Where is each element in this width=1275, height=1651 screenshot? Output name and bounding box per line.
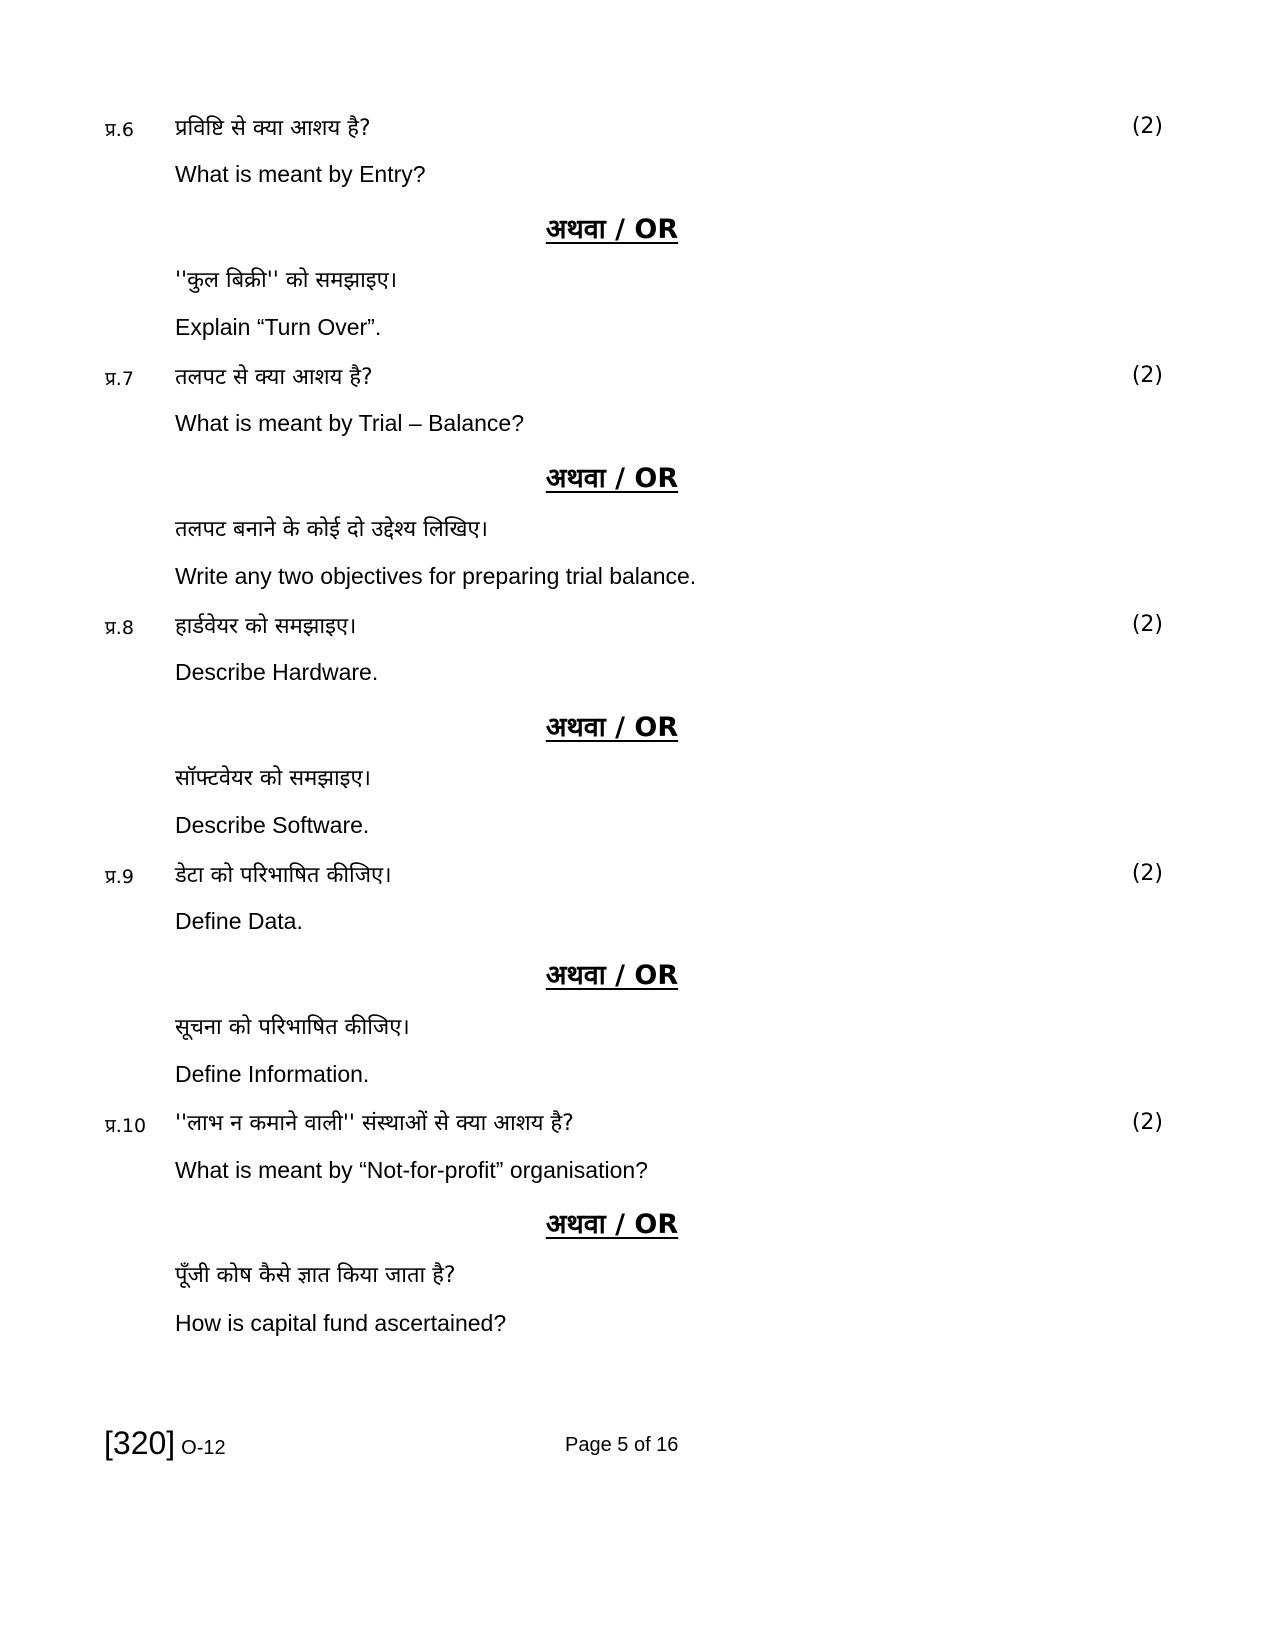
- question-english: What is meant by “Not-for-profit” organisation?: [175, 1157, 648, 1183]
- alternate-question-hindi: ''कुल बिक्री'' को समझाइए।: [175, 268, 398, 293]
- question-hindi: डेटा को परिभाषित कीजिए।: [175, 863, 392, 888]
- alternate-question-hindi: सूचना को परिभाषित कीजिए।: [175, 1015, 410, 1040]
- alternate-question-english: How is capital fund ascertained?: [175, 1310, 507, 1336]
- question-number: प्र.9: [105, 866, 134, 888]
- question-marks: (2): [1131, 1110, 1163, 1135]
- question-hindi: प्रविष्टि से क्या आशय है?: [175, 116, 371, 141]
- question-hindi: तलपट से क्या आशय है?: [175, 365, 373, 390]
- alternate-question-english: Define Information.: [175, 1061, 370, 1087]
- question-number: प्र.8: [105, 617, 134, 639]
- alternate-question-english: Write any two objectives for preparing trial balance.: [175, 563, 697, 589]
- question-number: प्र.10: [105, 1115, 147, 1137]
- alternate-question-hindi: तलपट बनाने के कोई दो उद्देश्य लिखिए।: [175, 517, 488, 542]
- or-label: अथवा / OR: [545, 1209, 679, 1240]
- question-hindi: ''लाभ न कमाने वाली'' संस्थाओं से क्या आशय है?: [175, 1111, 574, 1136]
- question-number: प्र.7: [105, 368, 134, 390]
- question-english: Describe Hardware.: [175, 659, 379, 685]
- question-english: What is meant by Trial – Balance?: [175, 410, 524, 436]
- alternate-question-hindi: पूँजी कोष कैसे ज्ञात किया जाता है?: [175, 1263, 456, 1288]
- question-english: What is meant by Entry?: [175, 161, 426, 187]
- or-divider: [0, 458, 1224, 495]
- or-label: अथवा / OR: [545, 960, 679, 991]
- question-number: प्र.6: [105, 119, 134, 141]
- question-marks: (2): [1131, 114, 1163, 139]
- or-divider: [0, 1204, 1224, 1241]
- question-marks: (2): [1131, 861, 1163, 886]
- or-label: अथवा / OR: [545, 712, 679, 743]
- question-marks: (2): [1131, 363, 1163, 388]
- alternate-question-hindi: सॉफ्टवेयर को समझाइए।: [175, 766, 371, 791]
- or-divider: [0, 955, 1224, 992]
- paper-code: [320]: [104, 1425, 176, 1461]
- alternate-question-english: Describe Software.: [175, 812, 370, 838]
- or-label: अथवा / OR: [545, 214, 679, 245]
- question-marks: (2): [1131, 612, 1163, 637]
- or-divider: [0, 209, 1224, 246]
- paper-set: O-12: [181, 1437, 226, 1459]
- question-hindi: हार्डवेयर को समझाइए।: [175, 614, 357, 639]
- alternate-question-english: Explain “Turn Over”.: [175, 314, 382, 340]
- or-divider: [0, 707, 1224, 744]
- page-number: Page 5 of 16: [565, 1434, 679, 1456]
- or-label: अथवा / OR: [545, 463, 679, 494]
- footer-paper-code: [104, 1425, 226, 1462]
- question-english: Define Data.: [175, 908, 303, 934]
